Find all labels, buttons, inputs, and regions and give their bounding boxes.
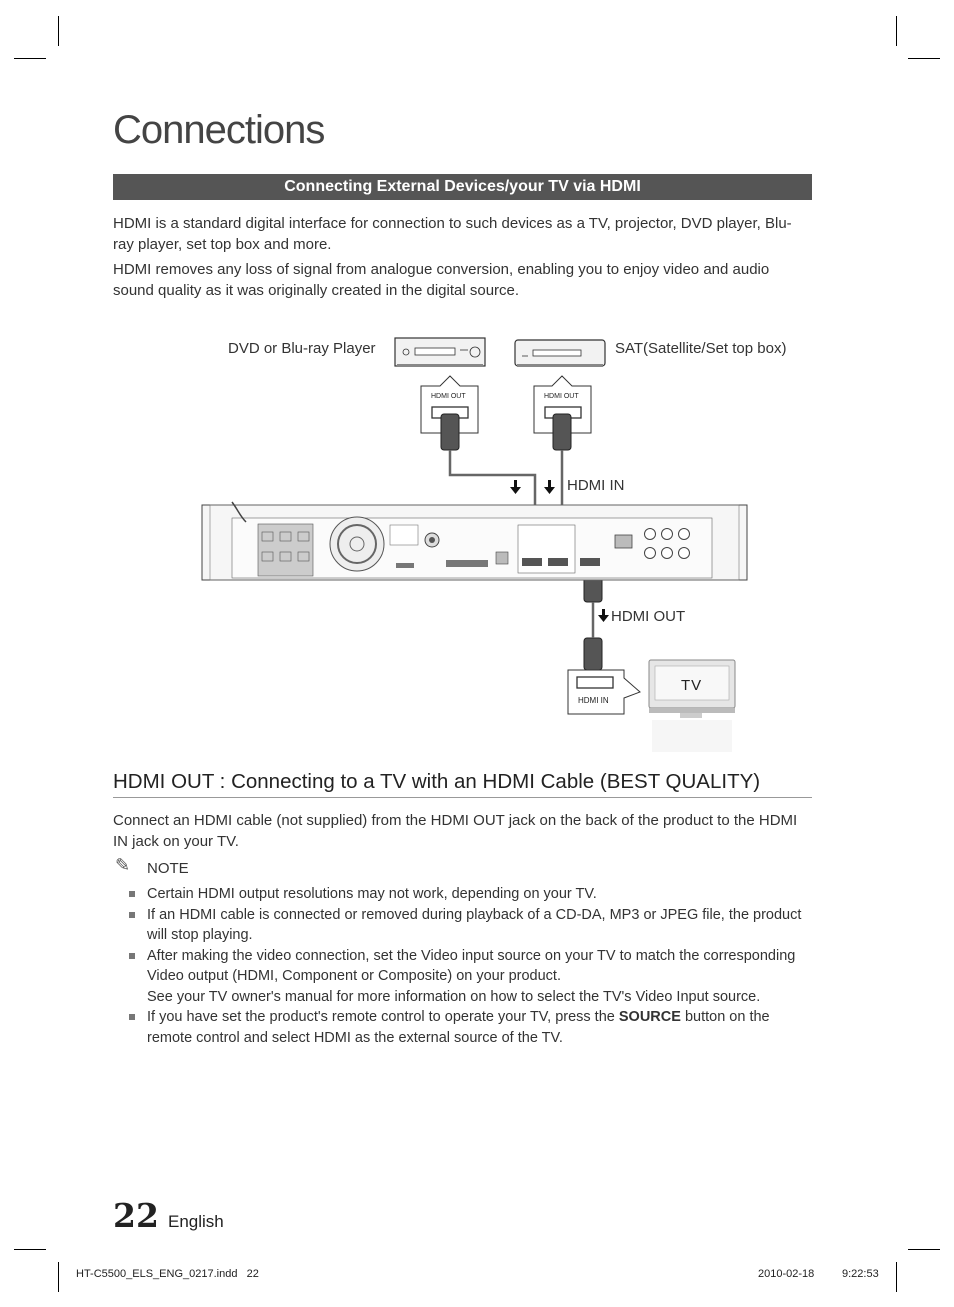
section-body: Connect an HDMI cable (not supplied) from the HDMI OUT jack on the back of the product to the HDMI IN jack on your TV.: [113, 812, 798, 850]
crop-mark: [908, 58, 940, 59]
footer-filename: HT-C5500_ELS_ENG_0217.indd 22: [76, 1268, 259, 1280]
page-number: 22: [113, 1196, 159, 1235]
list-item: If you have set the product's remote control to operate your TV, press the SOURCE button on the remote control and select HDMI as the external source of the TV.: [127, 1007, 812, 1048]
bullet-icon: [129, 953, 135, 959]
notes-list: [127, 884, 812, 1048]
note-label: NOTE: [147, 860, 189, 877]
tv-hdmi-in-callout: [568, 670, 640, 714]
section-banner: Connecting External Devices/your TV via HDMI: [113, 174, 812, 200]
footer-date: 2010-02-18: [758, 1268, 815, 1280]
list-item: Certain HDMI output resolutions may not work, depending on your TV.: [127, 884, 812, 905]
hdmi-out-label: HDMI OUT: [611, 608, 686, 625]
crop-mark: [896, 16, 897, 46]
hdmi-in-label: HDMI IN: [567, 477, 625, 494]
crop-mark: [58, 16, 59, 46]
crop-mark: [58, 1262, 59, 1292]
receiver-back-panel: [202, 502, 747, 580]
intro-paragraph-2: HDMI removes any loss of signal from analogue conversion, enabling you to enjoy video and audio sound quality as it was originally created in the digital source.: [113, 261, 770, 299]
bullet-icon: [129, 891, 135, 897]
tv-hdmi-in-port-label: HDMI IN: [578, 696, 609, 705]
pencil-icon: ✎: [115, 855, 131, 875]
tv-label: TV: [681, 677, 703, 694]
list-item: After making the video connection, set the Video input source on your TV to match the corresponding Video output (HDMI, Component or Composite) on your product. See your TV owner's manual for more information on how to select the TV's Video Input source.: [127, 946, 812, 1008]
sat-box-label: SAT(Satellite/Set top box): [615, 340, 787, 357]
bullet-icon: [129, 1014, 135, 1020]
hdmi-port-icon: [577, 677, 613, 688]
dvd-hdmi-out-port-label: HDMI OUT: [431, 393, 466, 400]
crop-mark: [14, 58, 46, 59]
crop-mark: [14, 1249, 46, 1250]
sat-hdmi-out-port-label: HDMI OUT: [544, 393, 579, 400]
connection-diagram: [0, 320, 954, 760]
dvd-player-icon: [395, 338, 485, 367]
crop-mark: [896, 1262, 897, 1292]
language-label: English: [168, 1212, 224, 1231]
dvd-player-label: DVD or Blu-ray Player: [228, 340, 376, 357]
sat-box-icon: [515, 340, 605, 367]
page-title: Connections: [113, 108, 325, 152]
diagram-drawing: [0, 320, 954, 760]
list-item: If an HDMI cable is connected or removed during playback of a CD-DA, MP3 or JPEG file, the product will stop playing.: [127, 905, 812, 946]
intro-paragraph-1: HDMI is a standard digital interface for connection to such devices as a TV, projector, DVD player, Blu-ray player, set top box and more.: [113, 215, 792, 253]
section-heading: HDMI OUT : Connecting to a TV with an HDMI Cable (BEST QUALITY): [113, 770, 812, 798]
bullet-icon: [129, 912, 135, 918]
footer-time: 9:22:53: [842, 1268, 879, 1280]
tv-icon: [649, 660, 735, 752]
crop-mark: [908, 1249, 940, 1250]
